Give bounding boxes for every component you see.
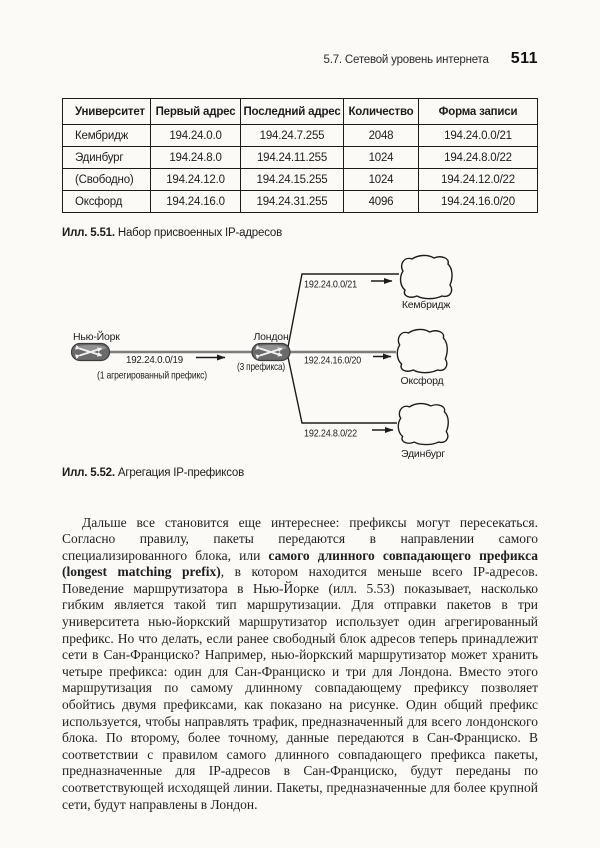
table-cell: 194.24.11.255 — [241, 147, 344, 169]
table-cell: 194.24.0.0/21 — [419, 125, 538, 147]
table-cell: 194.24.31.255 — [241, 191, 344, 213]
table-header-cell: Университет — [63, 99, 151, 125]
network-cloud-icon-cambridge — [401, 255, 453, 298]
emphasis-text: самого длинного совпадающего префикса (longest matching prefix) — [62, 547, 538, 580]
prefix-label-oxford: 192.24.16.0/20 — [304, 354, 362, 367]
table-row — [63, 147, 538, 169]
table-cell: Кембридж — [63, 125, 151, 147]
table-cell: 1024 — [344, 169, 419, 191]
table-cell: 194.24.16.0/20 — [419, 191, 538, 213]
router-label-new-york: Нью-Йорк — [73, 331, 120, 343]
table-cell: Эдинбург — [63, 147, 151, 169]
table-header-cell: Первый адрес — [151, 99, 241, 125]
caption-label: Илл. 5.52. — [62, 467, 115, 479]
figure-caption-5-51 — [62, 227, 282, 239]
caption-text: Набор присвоенных IP-адресов — [114, 227, 282, 239]
table-cell: 2048 — [344, 125, 419, 147]
cloud-label-oxford: Оксфорд — [400, 375, 444, 387]
figure-caption-5-52 — [62, 467, 244, 479]
section-title: 5.7. Сетевой уровень интернета — [323, 54, 489, 66]
table-header-cell: Количество — [344, 99, 419, 125]
router-label-london: Лондон — [253, 331, 289, 343]
table-row — [63, 191, 538, 213]
table-header-row — [63, 99, 538, 125]
link-london-edinburgh — [288, 354, 397, 423]
table-cell: 194.24.12.0/22 — [419, 169, 538, 191]
body-paragraph — [62, 515, 538, 814]
running-header — [324, 50, 538, 68]
text-segment: Дальше все становится еще интереснее: префиксы могут пересекаться. Согласно правилу, пакеты передаются в направлении самого специализированного блока, или — [62, 514, 538, 563]
cloud-label-edinburgh: Эдинбург — [401, 448, 445, 460]
table-header-cell: Последний адрес — [241, 99, 344, 125]
prefix-label-cambridge: 192.24.0.0/21 — [304, 278, 358, 291]
table-cell: 194.24.16.0 — [151, 191, 241, 213]
table-cell: 194.24.15.255 — [241, 169, 344, 191]
table-cell: (Свободно) — [63, 169, 151, 191]
prefix-aggregation-diagram — [60, 252, 540, 464]
router-icon-new-york — [72, 344, 110, 361]
table-cell: 4096 — [344, 191, 419, 213]
router-icon-london — [252, 344, 290, 361]
caption-text: Агрегация IP-префиксов — [114, 467, 245, 479]
note-three-prefixes: (3 префикса) — [237, 361, 285, 373]
table-cell: Оксфорд — [63, 191, 151, 213]
table-cell: 194.24.7.255 — [241, 125, 344, 147]
page-number: 511 — [510, 50, 538, 67]
table-cell: 1024 — [344, 147, 419, 169]
table-row — [63, 169, 538, 191]
table-cell: 194.24.0.0 — [151, 125, 241, 147]
table-row — [63, 125, 538, 147]
cloud-label-cambridge: Кембридж — [401, 299, 451, 311]
note-aggregated-prefix: (1 агрегированный префикс) — [97, 369, 207, 382]
network-cloud-icon-edinburgh — [398, 404, 448, 445]
ip-address-table — [62, 98, 538, 213]
table-header-cell: Форма записи — [419, 99, 538, 125]
table-cell: 194.24.8.0 — [151, 147, 241, 169]
prefix-label-main: 192.24.0.0/19 — [126, 354, 184, 366]
table-cell: 194.24.12.0 — [151, 169, 241, 191]
prefix-label-edinburgh: 192.24.8.0/22 — [304, 427, 358, 440]
text-segment: , в котором находится меньше всего IP-адресов. Поведение маршрутизатора в Нью-Йорке (илл. 5.53) показывает, насколько гибким является такой тип маршрутизации. Для отправки пакетов в три университета нью-йоркский маршрутизатор использует один агрегированный префикс. Но что делать, если ранее свободный блок адресов теперь принадлежит сети в Сан-Франциско? Например, нью-йоркский маршрутизатор может хранить четыре префикса: один для Сан-Франциско и три для Лондона. Вместо этого маршрутизация по самому длинному совпадающему префиксу позволяет обойтись двумя префиксами, как показано на рисунке. Один общий префикс используется, чтобы направлять трафик, предназначенный для всего лондонского блока. По второму, более точному, данные передаются в Сан-Франциско. В соответствии с правилом самого длинного совпадающего префикса пакеты, предназначенные для IP-адресов в Сан-Франциско, будут переданы по соответствующей исходящей линии. Пакеты, предназначенные для более крупной сети, будут направлены в Лондон. — [62, 564, 538, 812]
table-cell: 194.24.8.0/22 — [419, 147, 538, 169]
network-cloud-icon-oxford — [397, 329, 447, 372]
caption-label: Илл. 5.51. — [62, 227, 115, 239]
